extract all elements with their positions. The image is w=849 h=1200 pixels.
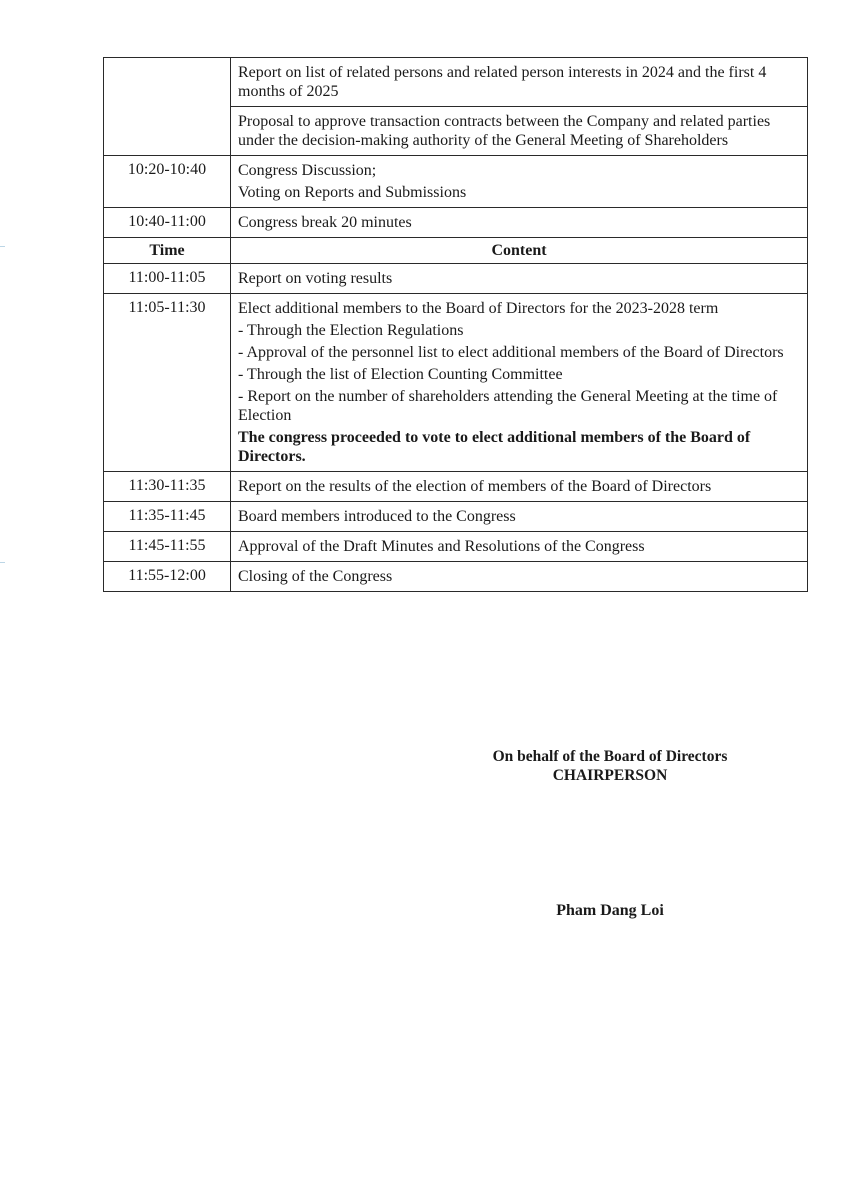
content-line: Proposal to approve transaction contracts between the Company and related parties under the decision-making authority of the General Meeting of Shareholders: [238, 113, 771, 149]
content-cell: [231, 264, 808, 294]
on-behalf-line: On behalf of the Board of Directors: [492, 748, 728, 765]
content-cell: [231, 208, 808, 238]
signature-block: [440, 747, 780, 785]
time-cell: 11:35-11:45: [104, 502, 231, 532]
time-cell: 11:05-11:30: [104, 294, 231, 472]
time-cell: [104, 58, 231, 156]
content-line: Congress break 20 minutes: [238, 214, 412, 231]
time-cell: 10:40-11:00: [104, 208, 231, 238]
table-row: [104, 58, 808, 107]
table-row: [104, 264, 808, 294]
agenda-table: [103, 57, 808, 592]
content-line: Closing of the Congress: [238, 568, 393, 585]
content-cell: [231, 532, 808, 562]
table-row: [104, 208, 808, 238]
time-cell: 11:30-11:35: [104, 472, 231, 502]
table-row: [104, 156, 808, 208]
header-content: Content: [231, 238, 808, 264]
content-cell: [231, 156, 808, 208]
content-line: - Approval of the personnel list to elect additional members of the Board of Directors: [238, 344, 784, 361]
content-line: Report on the results of the election of members of the Board of Directors: [238, 478, 712, 495]
scan-margin-mark: [0, 562, 5, 563]
content-line: - Report on the number of shareholders attending the General Meeting at the time of Election: [238, 388, 778, 424]
signer-name: Pham Dang Loi: [556, 902, 664, 919]
content-cell: [231, 58, 808, 107]
scan-margin-mark: [0, 246, 5, 247]
content-cell: [231, 472, 808, 502]
content-line: Elect additional members to the Board of Directors for the 2023-2028 term: [238, 300, 719, 317]
content-cell: [231, 107, 808, 156]
content-cell: [231, 294, 808, 472]
time-cell: 11:00-11:05: [104, 264, 231, 294]
content-line: - Through the list of Election Counting Committee: [238, 366, 563, 383]
content-line: Voting on Reports and Submissions: [238, 184, 467, 201]
time-cell: 11:55-12:00: [104, 562, 231, 592]
content-cell: [231, 562, 808, 592]
table-row: [104, 294, 808, 472]
content-line: - Through the Election Regulations: [238, 322, 464, 339]
table-row: [104, 532, 808, 562]
content-cell: [231, 502, 808, 532]
table-row: [104, 472, 808, 502]
table-header-row: [104, 238, 808, 264]
content-line: The congress proceeded to vote to elect additional members of the Board of Directors.: [238, 429, 751, 465]
time-cell: 11:45-11:55: [104, 532, 231, 562]
content-line: Report on list of related persons and related person interests in 2024 and the first 4 months of 2025: [238, 64, 767, 100]
table-row: [104, 502, 808, 532]
content-line: Congress Discussion;: [238, 162, 377, 179]
signer-title: CHAIRPERSON: [552, 767, 668, 784]
content-line: Board members introduced to the Congress: [238, 508, 516, 525]
header-time: Time: [104, 238, 231, 264]
content-line: Approval of the Draft Minutes and Resolutions of the Congress: [238, 538, 645, 555]
table-row: [104, 562, 808, 592]
time-cell: 10:20-10:40: [104, 156, 231, 208]
content-line: Report on voting results: [238, 270, 393, 287]
